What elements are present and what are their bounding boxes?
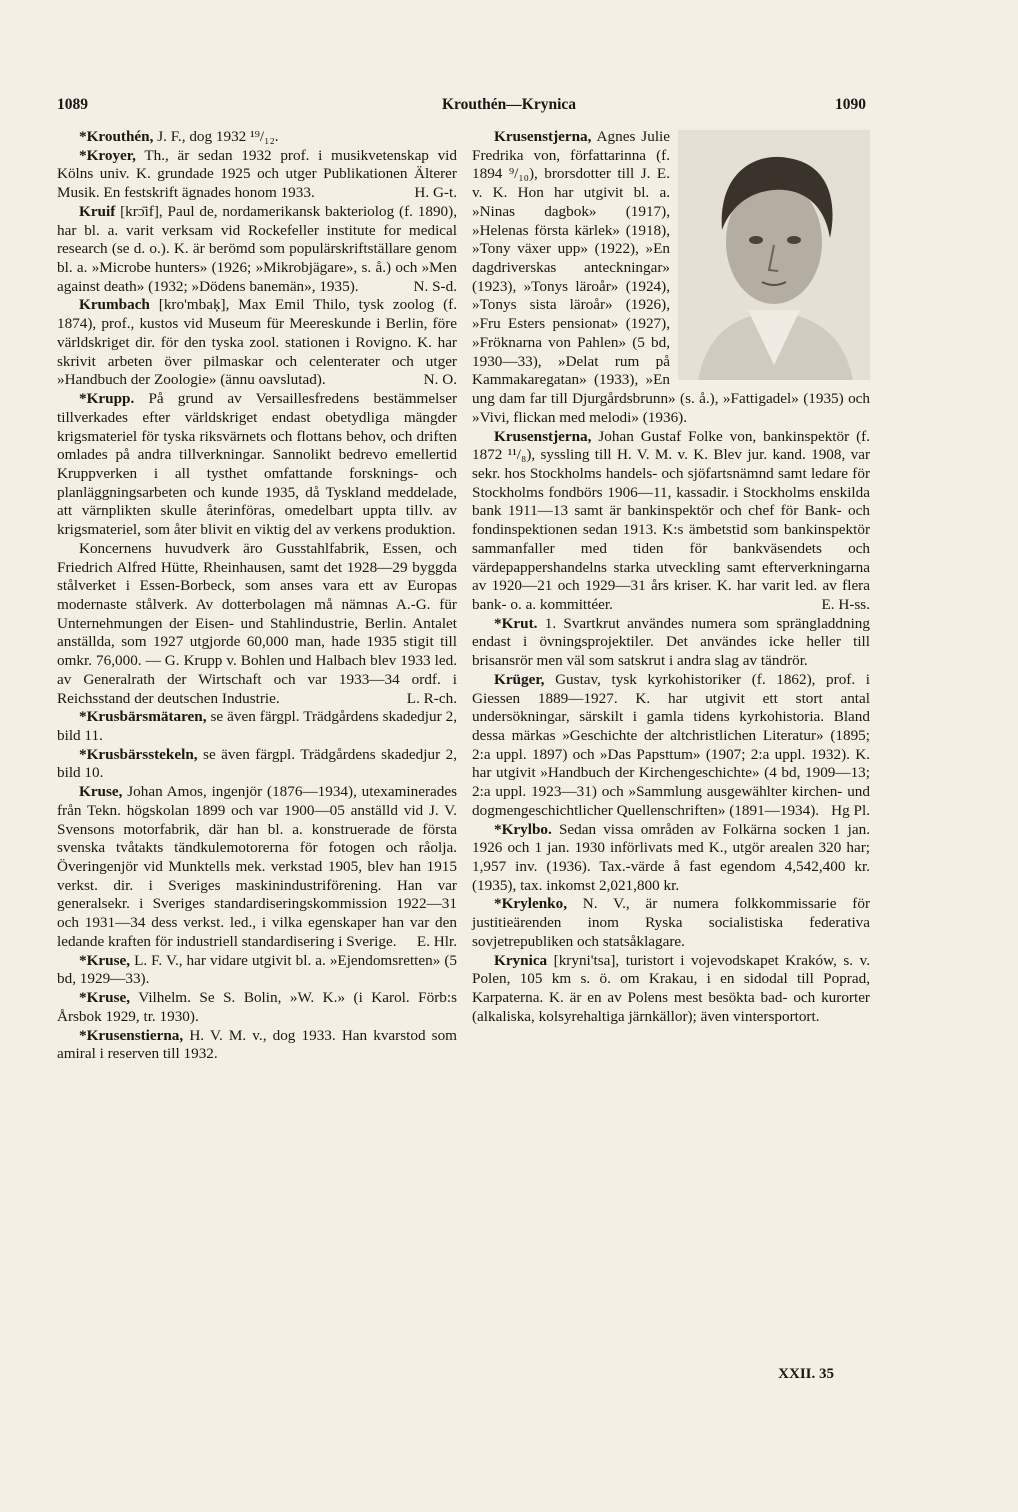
author-signature: L. R-ch. [406,689,457,707]
entry-text: Th., är sedan 1932 prof. i musikvetenskap vid Kölns univ. K. grundade 1925 och utger Publikationen Älterer Musik. En festskrift ägnades honom 1933. [57,146,457,202]
entry [57,952,457,989]
entry-text: L. F. V., har vidare utgivit bl. a. »Ejendomsretten» (5 bd, 1929—33). [57,951,457,988]
entry-headword: *Krusenstierna, [79,1026,184,1044]
entry-text: J. F., dog 1932 ¹⁹/₁₂. [153,128,279,145]
entry-text: se även färgpl. Trädgårdens skadedjur 2, bild 11. [57,708,457,744]
entry [57,296,457,390]
entry-headword: *Krut. [494,614,538,632]
entry [472,671,870,821]
entry-headword: Krusenstjerna, [494,427,592,445]
entry-text: H. V. M. v., dog 1933. Han kvarstod som amiral i reserven till 1932. [57,1026,457,1063]
author-signature: H. G-t. [414,184,457,202]
entry [472,821,870,896]
right-column [472,128,870,1027]
entry-text: [kryni'tsa], turistort i vojevodskapet Kraków, s. v. Polen, 105 km s. ö. om Krakau, i en sidodal till Poprad, Karpaterna. K. är en av Polens mest besökta bad- och kurorter (alkaliska, kolsyrehaltiga järnkällor); även vintersportort. [472,951,870,1025]
entry-headword: *Kroyer, [79,146,136,164]
running-title: Krouthén—Krynica [441,96,577,113]
entry-headword: Kruif [79,202,116,220]
entry-headword: Kruse, [79,783,123,801]
entry-text: Vilhelm. Se S. Bolin, »W. K.» (i Karol. Förb:s Årsbok 1929, tr. 1930). [57,989,457,1025]
entry [472,428,870,615]
entry [57,147,457,203]
entry-text: Johan Gustaf Folke von, bankinspektör (f. 1872 ¹¹/₈), syssling till H. V. M. v. K. Blev jur. kand. 1908, var sekr. hos Stockholms handels- och sjöfartsnämnd samt ledare för Stockholms fondbörs 1906—11, kassadir. i Stockholms enskilda bank 1911—13 samt är bankinspektör och chef för Bank- och fondinspektionen sedan 1913. K:s ämbetstid som bankinspektör sammanfaller med tiden för bankväsendets och värdepappershandelns starka utveckling samt efterverkningarna av 1920—21 och 1929—31 års kriser. K. har varit led. av flera bank- o. a. kommittéer. [472,427,870,613]
signature-mark: XXII. 35 [778,1366,834,1382]
entry [57,1027,457,1064]
entry-headword: *Kruse, [79,951,131,969]
entry [57,203,457,297]
entry-headword: Krynica [494,951,548,969]
entry-text: Sedan vissa områden av Folkärna socken 1 jan. 1926 och 1 jan. 1930 införlivats med K., utgör arealen 320 har; 1,957 inv. (1936). Tax.-värde å fast egendom 4,542,400 kr. (1935), tax. inkomst 2,021,800 kr. [472,820,870,894]
entry [57,783,457,951]
page-number-right: 1090 [835,96,866,113]
entry [57,390,457,540]
entry-text: Johan Amos, ingenjör (1876—1934), utexaminerades från Tekn. högskolan 1899 och var 1900—05 anställd vid J. V. Svensons motorfabrik, där han bl. a. konstruerade de första svenska tvåtakts tändkulemotorerna för fotogen och råolja. Överingenjör vid Munktells mek. verkstad 1905, blev han 1915 verkst. dir. i Sveriges maskinindustriförening. Han var generalsekr. i Sveriges standardiseringskommission 1922—31 och 1931—34 dess verkst. led., i vilka egenskaper han var den ledande kraften för industriell standardisering i Sverige. [57,783,457,950]
entry [472,128,870,428]
entry-headword: Krüger, [494,670,545,688]
entry-headword: *Krusbärsmätaren, [79,708,207,726]
entry-text: [kro'mbaķ], Max Emil Thilo, tysk zoolog (f. 1874), prof., kustos vid Museum für Meereskunde i Berlin, före världskriget dir. för den tyska zool. stationen i Rovigno. K. har skrivit arbeten över pilmaskar och celenterater och utger »Handbuch der Zoologie» (ännu oavslutad). [57,296,457,389]
entry-headword: *Krylbo. [494,820,552,838]
author-signature: Hg Pl. [831,801,870,819]
entry-text: [krɔ̄if], Paul de, nordamerikansk bakteriolog (f. 1890), har bl. a. varit verksam vid Rockefeller institute for medical research (se d. o.). K. är berömd som populärskriftställare genom bl. a. »Microbe hunters» (1926; »Mikrobjägare», s. å.) och »Men against death» (1932; »Dödens banemän», 1935). [57,202,457,295]
left-column [57,128,457,1064]
entry [57,540,457,708]
entry-headword: *Krylenko, [494,895,567,913]
entry-text: N. V., är numera folkkommissarie för justitieärenden inom Ryska socialistiska federativa sovjetrepubliken och statsåklagare. [472,895,870,950]
entry-headword: *Kruse, [79,989,131,1007]
entry-headword: Krusenstjerna, [494,128,592,145]
entry-headword: *Krupp. [79,390,135,408]
page-number-left: 1089 [57,96,88,113]
entry [472,895,870,951]
entry [472,615,870,671]
entry [472,952,870,1027]
entry-headword: *Krusbärsstekeln, [79,745,198,763]
author-signature: E. Hlr. [416,932,457,950]
entry [57,708,457,745]
entry [57,128,457,147]
entry-text: På grund av Versaillesfredens bestämmelser tillverkades efter världskriget endast obetydliga mängder krigsmateriel för tyska riksvärnets och flottans behov, och driften omlades på andra tillverkningar. Sannolikt bedrevo emellertid Kruppverken i all tysthet omfattande forsknings- och planläggningsarbeten och kunde 1935, då Tyskland meddelade, att värnplikten skulle återinföras, omedelbart uppta tillv. av krigsmateriel, som åter blivit en viktig del av verkens produktion. [57,390,457,539]
entry-headword: Krumbach [79,296,150,314]
entry-text: 1. Svartkrut användes numera som sprängladdning endast i övningsprojektiler. Det användes icke heller till brisansrör men väl som satskrut i andra slag av tändrör. [472,614,870,670]
author-signature: E. H-ss. [821,595,870,613]
portrait-photo-icon [678,130,870,380]
entry [57,746,457,783]
author-signature: N. S-d. [413,277,457,295]
author-signature: N. O. [423,371,457,389]
entry [57,989,457,1026]
entry-text: Agnes Julie Fredrika von, författarinna (f. 1894 ⁹/₁₀), brorsdotter till J. E. v. K. Hon har utgivit bl. a. »Ninas dagbok» (1917), »Helenas första kärlek» (1918), »Tony växer upp» (1922), »En dagdriverskas anteckningar» (1923), »Tonys läroår» (1924), »Tonys sista läroår» (1926), »Fru Esters pensionat» (1927), »Fröknarna von Pahlen» (5 bd, 1930—33), »Delat rum på Kammakaregatan» (1933), »En ung dam far till Djurgårdsbrunn» (s. å.), »Fattigadel» (1935) och »Vivi, flickan med melodi» (1936). [472,128,870,426]
entry-headword: *Krouthén, [79,128,154,145]
entry-text: se även färgpl. Trädgårdens skadedjur 2, bild 10. [57,745,457,782]
entry-text: Gustav, tysk kyrkohistoriker (f. 1862), prof. i Giessen 1889—1927. K. har utgivit ett stort antal undersökningar, särskilt i gamla tidens kyrkohistoria. Bland dessa märkas »Geschichte der altchristlichen Literatur» (1895; 2:a uppl. 1897) och »Das Papsttum» (1907; 2:a uppl. 1932). K. har utgivit »Handbuch der Kirchengeschichte» (4 bd, 1909—13; 2:a uppl. 1923—31) och »Sammlung ausgewählter kirchen- und dogmengeschichtlicher Quellenschriften» (1891—1934). [472,670,870,819]
entry-text: Koncernens huvudverk äro Gusstahlfabrik, Essen, och Friedrich Alfred Hütte, Rheinhausen, samt det 1928—29 byggda stålverket i Essen-Borbeck, som anses vara ett av Europas modernaste stålverk. Av dotterbolagen må nämnas A.-G. für Unternehmungen der Eisen- und Stahlindustrie, Berlin. Antalet anställda, som 1927 utgjorde 60,000 man, hade 1935 stigit till omkr. 76,000. — G. Krupp v. Bohlen und Halbach blev 1933 led. av Generalrath der Wirtschaft och var 1933—34 ordf. i Reichsstand der deutschen Industrie. [57,539,457,707]
